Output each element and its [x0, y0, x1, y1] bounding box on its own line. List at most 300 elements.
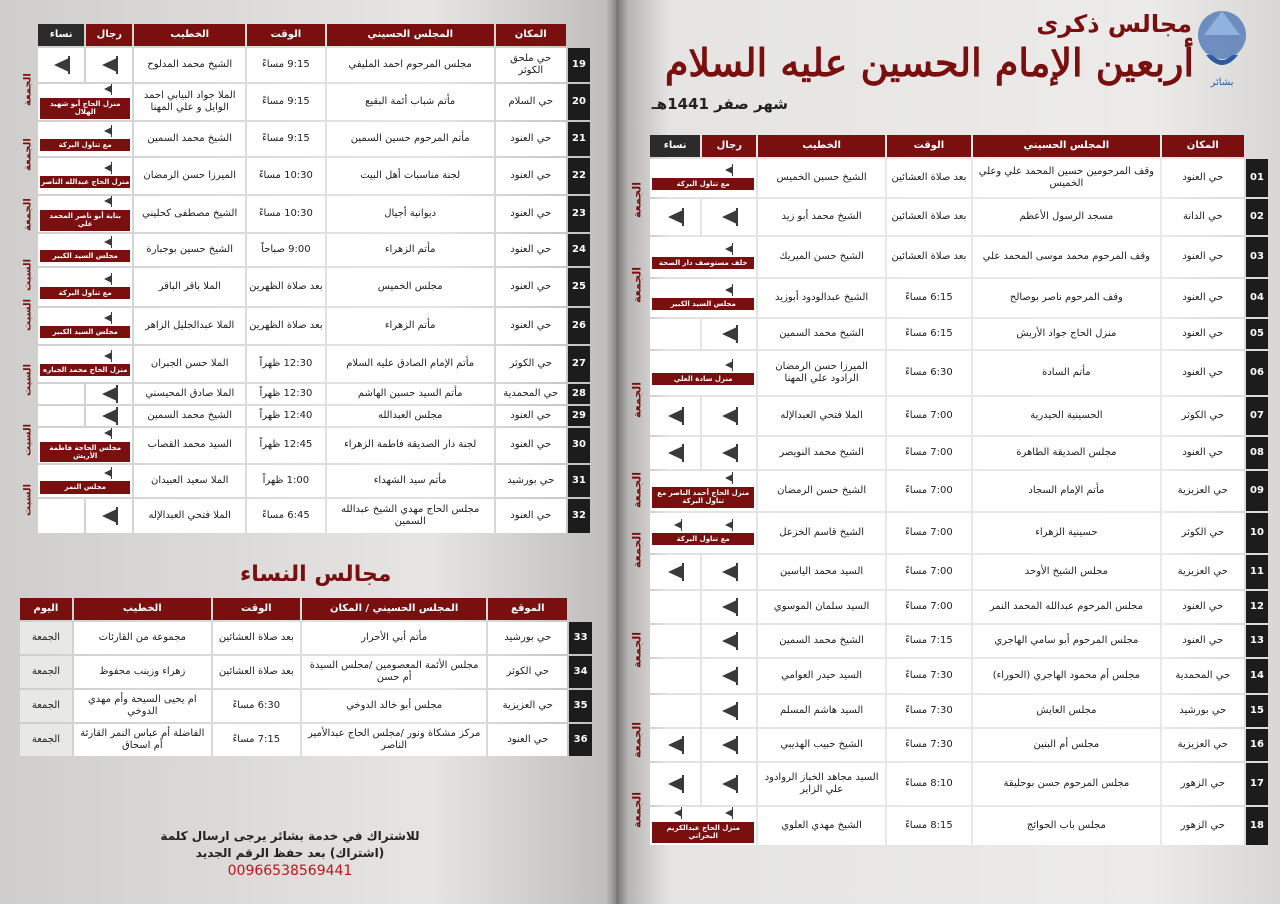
table-row: [38, 465, 590, 497]
day-band-label: الجمعة: [630, 791, 644, 829]
women-cell: [38, 384, 84, 404]
speaker-cell: مجموعة من القارئات: [74, 622, 211, 654]
women-cell: [650, 695, 700, 727]
women-schedule-table: [18, 596, 594, 758]
speaker-cell: الميرزا حسن الرمضان الرادود علي المهنا: [758, 351, 884, 395]
majlis-cell: مأتم المرحوم حسين السمين: [327, 122, 494, 156]
time-cell: 7:00 مساءً: [887, 397, 971, 435]
row-number: 08: [1246, 437, 1268, 469]
speaker-cell: الملا صادق المحيسني: [134, 384, 245, 404]
row-number: 14: [1246, 659, 1268, 693]
time-cell: 9:15 مساءً: [247, 84, 325, 120]
attendance-cell: [38, 308, 132, 344]
table-row: [650, 695, 1268, 727]
time-cell: 8:15 مساءً: [887, 807, 971, 845]
row-number: 06: [1246, 351, 1268, 395]
men-flag-slot: [703, 165, 754, 178]
women-flag-slot: [40, 428, 85, 441]
table-row: [650, 659, 1268, 693]
flag-icon: [725, 166, 733, 174]
place-cell: حي العنود: [496, 308, 566, 344]
col-speaker: الخطيب: [134, 24, 245, 46]
attendance-cell: [38, 465, 132, 497]
time-cell: 6:30 مساءً: [213, 690, 300, 722]
attendance-flags: [40, 237, 130, 250]
men-cell: [86, 499, 132, 533]
place-cell: حي العنود: [1162, 351, 1244, 395]
attendance-cell: [38, 234, 132, 266]
table-row: [650, 319, 1268, 349]
attendance-cell: [38, 158, 132, 194]
row-number: 21: [568, 122, 590, 156]
flag-icon: [722, 446, 737, 460]
venue-note: منزل الحاج محمد الجباره: [40, 364, 130, 376]
men-flag-slot: [85, 428, 130, 441]
men-cell: [86, 406, 132, 426]
table-row: [38, 234, 590, 266]
time-cell: 12:30 ظهراً: [247, 346, 325, 382]
day-cell: الجمعة: [20, 690, 72, 722]
women-cell: [650, 659, 700, 693]
flag-icon: [725, 286, 733, 294]
speaker-cell: الشيخ مصطفى كحليني: [134, 196, 245, 232]
table-row: [38, 428, 590, 463]
men-flag-slot: [85, 163, 130, 176]
row-number: 23: [568, 196, 590, 232]
row-number: 18: [1246, 807, 1268, 845]
venue-note: مع تناول البركة: [40, 139, 130, 151]
flag-icon: [104, 469, 112, 477]
col-women: نساء: [650, 135, 700, 157]
men-cell: [702, 659, 756, 693]
table-row: [20, 690, 592, 722]
row-number: 16: [1246, 729, 1268, 761]
table-row: [650, 199, 1268, 235]
speaker-cell: الميرزا حسن الرمضان: [134, 158, 245, 194]
flag-icon: [725, 521, 733, 529]
table-row: [38, 499, 590, 533]
attendance-cell: [650, 471, 756, 511]
speaker-cell: الفاضلة أم عباس النمر القارئة أم اسحاق: [74, 724, 211, 756]
row-number: 30: [568, 428, 590, 463]
table-row: [38, 48, 590, 82]
majlis-cell: وقف المرحوم محمد موسى المحمد علي: [973, 237, 1160, 277]
place-cell: حي العنود: [496, 428, 566, 463]
women-flag-slot: [652, 360, 703, 373]
time-cell: 12:40 ظهراً: [247, 406, 325, 426]
time-cell: 6:30 مساءً: [887, 351, 971, 395]
attendance-cell: [650, 513, 756, 553]
majlis-cell: مأتم السادة: [973, 351, 1160, 395]
men-flag-slot: [703, 520, 754, 533]
majlis-cell: لجنة دار الصديقة فاطمة الزهراء: [327, 428, 494, 463]
month-label: شهر صفر 1441هـ: [651, 95, 788, 113]
majlis-cell: لجنة مناسبات أهل البيت: [327, 158, 494, 194]
flag-icon: [725, 809, 733, 817]
time-cell: 8:10 مساءً: [887, 763, 971, 805]
women-flag-slot: [40, 313, 85, 326]
table-row: [38, 268, 590, 306]
flag-icon: [668, 446, 683, 460]
attendance-flags: [40, 274, 130, 287]
table-row: [650, 471, 1268, 511]
day-band-label: السبت: [22, 298, 34, 332]
attendance-flags: [40, 313, 130, 326]
row-number: 25: [568, 268, 590, 306]
place-cell: حي ملحق الكوثر: [496, 48, 566, 82]
speaker-cell: الملا باقر الباقر: [134, 268, 245, 306]
row-number: 13: [1246, 625, 1268, 657]
men-flag-slot: [85, 126, 130, 139]
majlis-cell: مجلس العبدالله: [327, 406, 494, 426]
row-number: 29: [568, 406, 590, 426]
men-cell: [702, 591, 756, 623]
place-cell: حي العزيزية: [488, 690, 567, 722]
place-cell: حي الزهور: [1162, 807, 1244, 845]
speaker-cell: الشيخ عبدالودود أبوزيد: [758, 279, 884, 317]
row-number: 15: [1246, 695, 1268, 727]
speaker-cell: الشيخ حسين الخميس: [758, 159, 884, 197]
men-flag-slot: [85, 84, 130, 97]
col-majlis: المجلس الحسيني / المكان: [302, 598, 487, 620]
men-flag-slot: [703, 360, 754, 373]
col-time: الوقت: [887, 135, 971, 157]
row-number: 05: [1246, 319, 1268, 349]
women-flag-slot: [40, 126, 85, 139]
venue-note: منزل الحاج عبدالكريم البحراني: [652, 822, 754, 843]
row-number: 04: [1246, 279, 1268, 317]
row-number: 19: [568, 48, 590, 82]
attendance-flags: [40, 84, 130, 97]
venue-note: مع تناول البركة: [652, 178, 754, 190]
women-cell: [650, 199, 700, 235]
col-men: رجال: [702, 135, 756, 157]
women-section-title: مجالس النساء: [240, 562, 392, 587]
majlis-cell: مجلس المرحوم احمد المليفي: [327, 48, 494, 82]
attendance-flags: [40, 163, 130, 176]
women-flag-slot: [652, 473, 703, 486]
time-cell: بعد صلاة العشائين: [887, 159, 971, 197]
speaker-cell: الشيخ حسن الميريك: [758, 237, 884, 277]
women-flag-slot: [40, 237, 85, 250]
men-flag-slot: [703, 244, 754, 257]
women-flag-slot: [652, 808, 703, 821]
attendance-flags: [652, 520, 754, 533]
time-cell: بعد صلاة العشائين: [887, 237, 971, 277]
place-cell: حي المحمدية: [1162, 659, 1244, 693]
attendance-flags: [40, 468, 130, 481]
col-speaker: الخطيب: [74, 598, 211, 620]
majlis-cell: مجلس باب الحوائج: [973, 807, 1160, 845]
row-number: 09: [1246, 471, 1268, 511]
flag-icon: [104, 429, 112, 437]
place-cell: حي المحمدية: [496, 384, 566, 404]
men-cell: [702, 199, 756, 235]
day-band-label: الجمعة: [630, 531, 644, 569]
flag-icon: [722, 669, 737, 683]
speaker-cell: الشيخ محمد السمين: [134, 122, 245, 156]
majlis-cell: منزل الحاج جواد الأربش: [973, 319, 1160, 349]
women-flag-slot: [652, 165, 703, 178]
table-row: [650, 397, 1268, 435]
majlis-cell: وقف المرحومين حسين المحمد علي وعلي الخميس: [973, 159, 1160, 197]
bashaer-logo: [1192, 5, 1252, 90]
speaker-cell: ام يحيى السيحة وأم مهدي الدوخي: [74, 690, 211, 722]
majlis-cell: مجلس المرحوم عبدالله المحمد النمر: [973, 591, 1160, 623]
table-row: [650, 591, 1268, 623]
majlis-cell: مأتم أبي الأحرار: [302, 622, 487, 654]
time-cell: 12:30 ظهراً: [247, 384, 325, 404]
speaker-cell: زهراء وزينب محفوظ: [74, 656, 211, 688]
attendance-cell: [38, 346, 132, 382]
col-time: الوقت: [213, 598, 300, 620]
day-band-label: الجمعة: [22, 138, 34, 172]
row-number: 10: [1246, 513, 1268, 553]
women-cell: [650, 625, 700, 657]
majlis-cell: مجلس الخميس: [327, 268, 494, 306]
row-number: 24: [568, 234, 590, 266]
row-number: 20: [568, 84, 590, 120]
women-cell: [650, 319, 700, 349]
majlis-cell: مجلس الأئمة المعصومين /مجلس السيدة أم حسن: [302, 656, 487, 688]
men-cell: [702, 319, 756, 349]
place-cell: حي العزيزية: [1162, 555, 1244, 589]
header-title: أربعين الإمام الحسين عليه السلام: [664, 40, 1194, 85]
table-row: [38, 384, 590, 404]
row-number: 26: [568, 308, 590, 344]
majlis-cell: وقف المرحوم ناصر بوصالح: [973, 279, 1160, 317]
speaker-cell: الملا جواد البيابي احمد الوايل و علي المهنا: [134, 84, 245, 120]
flag-icon: [725, 474, 733, 482]
time-cell: 7:15 مساءً: [887, 625, 971, 657]
time-cell: 10:30 مساءً: [247, 158, 325, 194]
men-flag-slot: [85, 313, 130, 326]
attendance-cell: [38, 84, 132, 120]
speaker-cell: الشيخ حسن الرمضان: [758, 471, 884, 511]
speaker-cell: السيد حيدر العوامي: [758, 659, 884, 693]
time-cell: 7:00 مساءً: [887, 555, 971, 589]
speaker-cell: السيد مجاهد الخباز الروادود علي الزاير: [758, 763, 884, 805]
row-number: 34: [569, 656, 592, 688]
speaker-cell: الملا فتحي العبدالإله: [134, 499, 245, 533]
time-cell: بعد صلاة العشائين: [887, 199, 971, 235]
place-cell: حي الكوثر: [488, 656, 567, 688]
men-cell: [86, 384, 132, 404]
row-number: 07: [1246, 397, 1268, 435]
women-cell: [38, 406, 84, 426]
majlis-cell: مأتم الإمام الصادق عليه السلام: [327, 346, 494, 382]
table-row: [650, 513, 1268, 553]
men-flag-slot: [85, 237, 130, 250]
day-band-label: السبت: [22, 258, 34, 292]
men-cell: [86, 48, 132, 82]
flag-icon: [104, 314, 112, 322]
venue-note: بناية أبو ناصر المحمد علي: [40, 210, 130, 231]
women-flag-slot: [652, 244, 703, 257]
place-cell: حي العنود: [496, 234, 566, 266]
majlis-cell: مجلس الصديقة الطاهرة: [973, 437, 1160, 469]
day-band-label: السبت: [22, 423, 34, 457]
footer-line1: للاشتراك في خدمة بشائر يرجى ارسال كلمة: [160, 829, 420, 843]
col-women: نساء: [38, 24, 84, 46]
attendance-cell: [38, 196, 132, 232]
attendance-flags: [652, 360, 754, 373]
majlis-cell: الحسينية الحيدرية: [973, 397, 1160, 435]
place-cell: حي بورشيد: [1162, 695, 1244, 727]
speaker-cell: السيد سلمان الموسوي: [758, 591, 884, 623]
time-cell: بعد صلاة الظهرين: [247, 308, 325, 344]
attendance-cell: [650, 351, 756, 395]
time-cell: 7:00 مساءً: [887, 513, 971, 553]
place-cell: حي الزهور: [1162, 763, 1244, 805]
time-cell: 7:30 مساءً: [887, 695, 971, 727]
majlis-cell: مركز مشكاة ونور /مجلس الحاج عبدالأمير الناصر: [302, 724, 487, 756]
speaker-cell: الشيخ قاسم الخزعل: [758, 513, 884, 553]
flag-icon: [674, 521, 682, 529]
table-row: [650, 159, 1268, 197]
time-cell: 6:15 مساءً: [887, 279, 971, 317]
row-number: 02: [1246, 199, 1268, 235]
attendance-flags: [652, 285, 754, 298]
place-cell: حي السلام: [496, 84, 566, 120]
speaker-cell: الملا عبدالجليل الزاهر: [134, 308, 245, 344]
place-cell: حي الكوثر: [496, 346, 566, 382]
women-cell: [650, 763, 700, 805]
time-cell: 6:45 مساءً: [247, 499, 325, 533]
table-row: [650, 555, 1268, 589]
flag-icon: [722, 777, 737, 791]
speaker-cell: الشيخ محمد المدلوح: [134, 48, 245, 82]
col-time: الوقت: [247, 24, 325, 46]
time-cell: 7:30 مساءً: [887, 659, 971, 693]
women-cell: [650, 555, 700, 589]
attendance-cell: [38, 122, 132, 156]
table-row: [38, 158, 590, 194]
place-cell: حي العنود: [496, 158, 566, 194]
row-number: 27: [568, 346, 590, 382]
men-flag-slot: [703, 808, 754, 821]
place-cell: حي العزيزية: [1162, 471, 1244, 511]
footer-phone[interactable]: 00966538569441: [227, 862, 353, 879]
women-flag-slot: [40, 163, 85, 176]
row-number: 01: [1246, 159, 1268, 197]
col-men: رجال: [86, 24, 132, 46]
venue-note: مجلس النمر: [40, 481, 130, 493]
page-fold: [606, 0, 628, 904]
row-number: 32: [568, 499, 590, 533]
venue-note: منزل سادة العلي: [652, 373, 754, 385]
majlis-cell: مأتم السيد حسين الهاشم: [327, 384, 494, 404]
table-row: [38, 196, 590, 232]
place-cell: حي الدانة: [1162, 199, 1244, 235]
time-cell: 9:15 مساءً: [247, 122, 325, 156]
day-cell: الجمعة: [20, 656, 72, 688]
table-row: [650, 807, 1268, 845]
flag-icon: [104, 85, 112, 93]
speaker-cell: الشيخ محمد أبو زيد: [758, 199, 884, 235]
attendance-flags: [40, 351, 130, 364]
flag-icon: [104, 275, 112, 283]
flag-icon: [722, 409, 737, 423]
footer-line2: (اشتراك) بعد حفظ الرقم الجديد: [195, 845, 385, 860]
women-flag-slot: [40, 351, 85, 364]
women-cell: [650, 437, 700, 469]
attendance-cell: [38, 428, 132, 463]
women-flag-slot: [652, 520, 703, 533]
col-place: الموقع: [488, 598, 567, 620]
speaker-cell: الشيخ محمد النويصر: [758, 437, 884, 469]
attendance-flags: [652, 808, 754, 821]
place-cell: حي العزيزية: [1162, 729, 1244, 761]
table-row: [38, 406, 590, 426]
row-number: 31: [568, 465, 590, 497]
flag-icon: [668, 777, 683, 791]
flag-icon: [722, 738, 737, 752]
women-cell: [38, 499, 84, 533]
day-band-label: الجمعة: [630, 381, 644, 419]
flag-icon: [668, 738, 683, 752]
flag-icon: [102, 409, 117, 423]
men-cell: [702, 625, 756, 657]
flag-icon: [104, 127, 112, 135]
attendance-cell: [650, 237, 756, 277]
majlis-cell: مجلس المرحوم أبو سامي الهاجري: [973, 625, 1160, 657]
venue-note: مجلس الحاجة فاطمة الأربش: [40, 442, 130, 463]
schedule-table-left: [36, 22, 592, 535]
time-cell: 9:15 مساءً: [247, 48, 325, 82]
place-cell: حي العنود: [496, 499, 566, 533]
flag-icon: [722, 634, 737, 648]
speaker-cell: الشيخ محمد السمين: [758, 319, 884, 349]
table-row: [38, 346, 590, 382]
majlis-cell: مجلس أم محمود الهاجري (الحوراء): [973, 659, 1160, 693]
place-cell: حي بورشيد: [496, 465, 566, 497]
day-band-label: الجمعة: [22, 73, 34, 107]
attendance-cell: [650, 807, 756, 845]
table-row: [650, 237, 1268, 277]
col-majlis: المجلس الحسيني: [327, 24, 494, 46]
attendance-flags: [652, 473, 754, 486]
table-row: [38, 84, 590, 120]
men-flag-slot: [85, 196, 130, 209]
attendance-flags: [40, 428, 130, 441]
majlis-cell: مجلس العايش: [973, 695, 1160, 727]
row-number: 12: [1246, 591, 1268, 623]
flag-icon: [102, 58, 117, 72]
day-band-label: الجمعة: [22, 198, 34, 232]
flag-icon: [668, 409, 683, 423]
women-cell: [650, 397, 700, 435]
attendance-cell: [650, 279, 756, 317]
time-cell: 7:00 مساءً: [887, 591, 971, 623]
majlis-cell: مسجد الرسول الأعظم: [973, 199, 1160, 235]
table-row: [20, 724, 592, 756]
time-cell: 10:30 مساءً: [247, 196, 325, 232]
venue-note: مع تناول البركة: [652, 533, 754, 545]
flag-icon: [102, 509, 117, 523]
speaker-cell: الشيخ حسين بوجبارة: [134, 234, 245, 266]
men-cell: [702, 555, 756, 589]
table-row: [20, 622, 592, 654]
speaker-cell: السيد محمد الياسين: [758, 555, 884, 589]
speaker-cell: الشيخ مهدي العلوي: [758, 807, 884, 845]
row-number: 28: [568, 384, 590, 404]
place-cell: حي العنود: [1162, 437, 1244, 469]
row-number: 36: [569, 724, 592, 756]
venue-note: مجلس السيد الكبير: [652, 298, 754, 310]
place-cell: حي العنود: [496, 406, 566, 426]
speaker-cell: الشيخ محمد السمين: [758, 625, 884, 657]
